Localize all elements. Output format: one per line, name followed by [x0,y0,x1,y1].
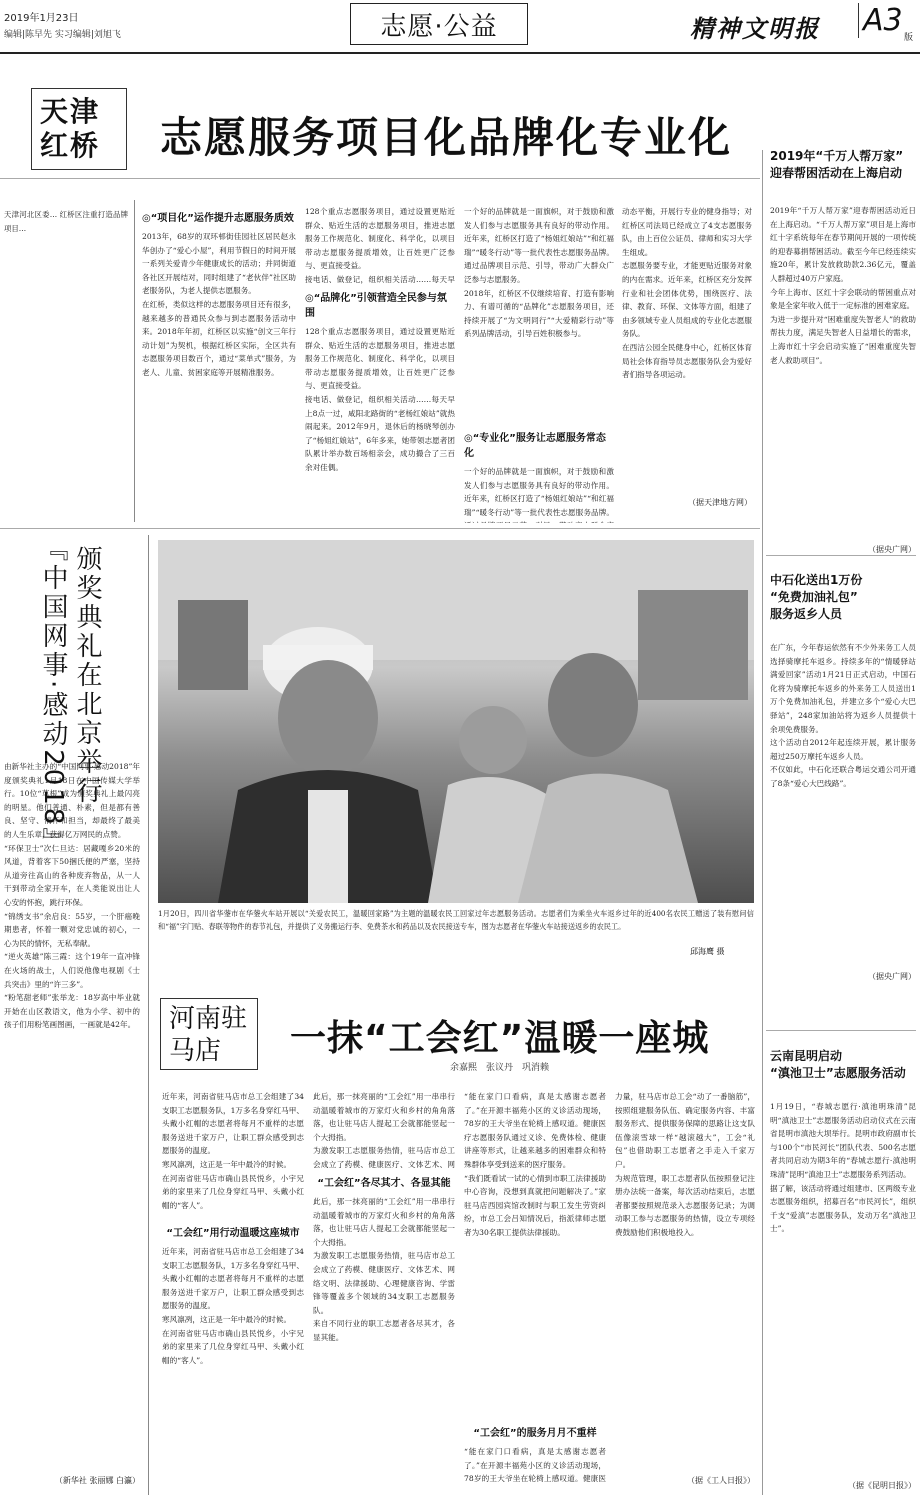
article1-text-4: 动态平衡，开展行专业的健身指导；对红桥区司法局已经成立了4支志愿服务队，由上百位公证员、律师和实习大学生组成。 志愿服务要专业，才能更贴近服务对象的内在需求。近年来，红桥区充分发挥行业和社会团体优势，围绕医疗、法律、教育、环保、文体等方面，组建了由多领域专业人员组成的专业化志愿服务队。 在西沽公园全民健身中心，红桥区体育局社会体育指导员志愿服务队会为爱好者们指导各项运动。 [622,207,752,380]
article2-col1 [162,1090,304,1495]
column-badge: 天津红桥 [40,95,101,162]
side3-source: （据《昆明日报》） [848,1481,916,1490]
side-story-1 [770,148,916,555]
side2-source: （据央广网） [868,972,916,981]
article1-subhead-2: ◎“品牌化”引领营造全民参与氛围 [305,293,447,319]
side3-title-1: 云南昆明启动 [770,1049,843,1063]
news-photo [158,540,754,903]
article2-col3 [464,1090,606,1495]
side-story-3 [770,1048,916,1491]
award-divider [148,535,149,1495]
paper-name: 精神文明报 [690,14,820,43]
henan-badge: 河南驻马店 [169,1004,248,1066]
byline-2: 余嘉熙 张议丹 巩消赖 [450,1063,550,1073]
article2-text-1: 近年来，河南省驻马店市总工会组建了34支职工志愿服务队，1万多名身穿红马甲、头戴小红帽的志愿者将每月不重样的志愿服务送进千家万户，让职工群众感受到志愿服务的温度。 寒风凛冽，这正是一年中最冷的时候。 在河南省驻马店市确山县民悦乡，小宇兄弟的家里来了几位身穿红马甲、头戴小红帽的“客人”。 [162,1092,304,1210]
photo-caption: 1月20日，四川省华蓥市在华蓥火车站开展以“关爱农民工，温暖回家路”为主题的温暖农民工回家过年志愿服务活动。志愿者们为乘坐火车返乡过年的近400名农民工赠送了装有慰问信和“福”字门贴、春联等物件的春节礼包，并提供了义务搬运行李、免费茶水和药品以及农民接送专车，图为志愿者在华蓥火车站接送返乡的农民工。 [158,909,754,931]
side3-title-2: “滇池卫士”志愿服务活动 [770,1066,906,1080]
article1-col2 [305,205,455,523]
article2-col2 [313,1090,455,1495]
headline-1: 志愿服务项目化品牌化专业化 [160,113,733,162]
side-rule-1 [766,555,916,556]
article1-source: （据天津地方网） [688,498,752,507]
article2-text-2: 此后，那一抹亮丽的“工会红”用一串串行动温暖着城市的万家灯火和乡村的角角落落，也让驻马店人提起工会就都能竖起一个大拇指。 为激发职工志愿服务热情，驻马店市总工会成立了药模、健康医疗、文体艺术、网 [313,1092,455,1169]
article1-text-3b: 一个好的品牌就是一面旗帜，对于鼓励和激发人们参与志愿服务具有良好的带动作用。近年来，红桥区打造了“杨姐红娘站”“和红福瑞”“暖冬行动”等一批代表性志愿服务品牌。 [464,467,614,517]
article1-text-3: 一个好的品牌就是一面旗帜，对于鼓励和激发人们参与志愿服务具有良好的带动作用。近年来，红桥区打造了“杨姐红娘站”“和红福瑞”“暖冬行动”等一批代表性志愿服务品牌。通过品牌项目示范、引导，带动广大群众广泛参与志愿服务。 2018年，红桥区不仅继续培育、打造有影响力、有谱可循的“品牌化”志愿服务项目，还持续开展了“为文明同行”“大爱精彩行动”等系列品牌活动，引导百姓积极参与。 [464,207,614,339]
column-badge-box [31,88,127,170]
award-rule [0,528,760,529]
article1-col4 [622,205,752,523]
side1-title-1: 2019年“千万人帮万家” [770,149,904,163]
side-rule-2 [766,1030,916,1031]
editor-credits: 编辑|陈早先 实习编辑|刘旭飞 [4,30,121,40]
article1-col3 [464,205,614,523]
award-vertical-title-a: 颁奖典礼在北京举行 [72,545,102,806]
article2-text-1b: 近年来，河南省驻马店市总工会组建了34支职工志愿服务队，1万多名身穿红马甲、头戴小红帽的志愿者将每月不重样的志愿服务送进千家万户，让职工群众感受到志愿服务的温度。 寒风凛冽，这正是一年中最冷的时候。 在河南省驻马店市确山县民悦乡，小宇兄弟的家里来了几位身穿红马甲、头戴小红帽的“客人”。 [162,1247,304,1365]
right-column-divider [762,150,763,1495]
article1-text-2b: 128个重点志愿服务项目，通过设置更贴近群众、贴近生活的志愿服务项目，推进志愿服务工作规范化、制度化、科学化，以项目带动志愿服务提质增效，让百姓更广泛参与、更直接受益。 接电话、做登记，组织相关活动……每天早上8点一过，咸阳北路街的“老杨红娘站”就热闹起来。2012年9月，退休后的杨晓琴创办了“杨姐红娘站”，6年多来，她带领志愿者团队累计举办数百场相亲会，成功撮合了三百余对佳偶。 [305,327,455,472]
article2-subhead-3: “工会红”的服务月月不重样 [473,1428,597,1439]
page-suffix: 版 [904,33,914,43]
section-box [350,3,528,45]
article1-text-2a: 128个重点志愿服务项目，通过设置更贴近群众、贴近生活的志愿服务项目，推进志愿服务工作规范化、制度化、科学化，以项目带动志愿服务提质增效，让百姓更广泛参与、更直接受益。 接电话、做登记，组织相关活动……每天早 [305,207,455,284]
headline-rule [0,178,760,179]
side1-body: 2019年“千万人帮万家”迎春帮困活动近日在上海启动。“千万人帮万家”项目是上海市红十字系统每年在春节期间开展的一项传统的迎春募捐帮困活动。截至今年已经连续实施20年，累计发放救助款2.36亿元，覆盖人群超过40万户家庭。 今年上海市、区红十字会联动的帮困重点对象是全家年收入低于一定标准的困难家庭。 为进一步提升对“困难重度失智老人”的救助帮扶力度，满足失智老人日益增长的需求，上海市红十字会启动实施了“困难重度失智老人救助项目”。 [770,206,916,365]
masthead-rule [0,52,920,54]
side3-body: 1月19日，“春城志愿行·滇池明珠清”昆明“滇池卫士”志愿服务活动启动仪式在云南省昆明市滇池大坝举行。昆明市政府副市长与100个“市民河长”团队代表、500名志愿者共同启动为期3年的“春城志愿行·滇池明珠清”昆明“滇池卫士”志愿服务系列活动。 据了解，该活动将通过组建市、区两级专业志愿服务组织，招募百名“市民河长”，组织千支“爱滇”志愿服务队，发动万名“滇池卫士”。 [770,1102,916,1234]
henan-badge-box [160,998,258,1070]
divider [134,200,135,522]
award-vertical-title-b: 『中国网事·感动2018』 [38,535,68,857]
award-story [4,760,140,1486]
side1-title-2: 迎春帮困活动在上海启动 [770,166,903,180]
tj-intro-column: 天津河北区委… 红桥区注重打造品牌项目… [4,210,128,233]
award-body: 由新华社主办的“中国网事·感动2018”年度颁奖典礼1月18日在中国传媒大学举行。10位“草根”成为颁奖典礼上最闪亮的明星。他们普通、朴素，但是都有善良、坚守、情怀和担当，却最终了最美的人生乐章，获得亿万网民的点赞。 “环保卫士”次仁旦达：居藏嘎乡20米的风道，背着客下50捆氏便的严塞，坚持从道旁往高山的各种废弃物品，从一人干到带动全家开车，在人类能说出让人心安的怀抱，跳行环保。 “锦绣支书”余启良：55岁，一个肝癌晚期患者，怀着一颗对党忠诚的初心，一心为民的情怀，无私奉献。 “逆火英雄”陈三霞：这个19年一直冲锋在火场的战士，人们说他像电视剧《士兵突击》里的“许三多”。 “粉笔甜老师”张举龙：18岁高中毕业就开始在山区教语文，他为小学、初中的孩子们用粉笔画图画，一画就是42年。 [4,762,140,1030]
side2-title-2: “免费加油礼包” [770,590,858,604]
article2-source: （据《工人日报》） [687,1476,755,1485]
article1-text-1: 2013年，68岁的双环邨街佳园社区居民赵永华创办了“爱心小屋”，利用节假日的时间开展一系列关爱青少年健康成长的活动；并同街道各社区开展结对，同时组建了“老伙伴”社区助老服务队，为老人提供志愿服务。 在红桥，类似这样的志愿服务项目还有很多，越来越多的普通民众参与到志愿服务活动中来。2018年年初，红桥区以实施“创文三年行动计划”为契机，根据红桥区实际，全区共有志愿服务项目数百个，通过“菜单式”服务，为老人、儿童、贫困家庭等开展精准服务。 [142,232,296,377]
masthead [0,0,920,55]
side1-source: （据央广网） [868,545,916,554]
issue-date: 2019年1月23日 [4,13,79,24]
headline-2: 一抹“工会红”温暖一座城 [290,1018,710,1059]
photo-scene [158,540,754,903]
article1-subhead-1: ◎“项目化”运作提升志愿服务质效 [142,213,294,224]
page-number: A3 [858,3,903,38]
article2-text-4: 力量，驻马店市总工会“动了一番脑筋”，按照组建服务队伍、确定服务内容、丰富服务形式、提供服务保障的思路让这支队伍像滚雪球一样“越滚越大”，工会“礼包”也借助职工志愿者之手走入千家万户。 为规范管理，职工志愿者队伍按照登记注册办法统一备案，每次活动结束后，志愿者都要按照规范录入志愿服务记录；为调动职工参与志愿服务的热情，设立专项经费鼓励他们积极地投入。 [615,1092,755,1237]
article2-text-2b: 此后，那一抹亮丽的“工会红”用一串串行动温暖着城市的万家灯火和乡村的角角落落，也让驻马店人提起工会就都能竖起一个大拇指。 为激发职工志愿服务热情，驻马店市总工会成立了药模、健康医疗、文体艺术、网络文明、法律援助、心理健康咨询、学雷锋等覆盖多个领域的34支职工志愿服务队。 来自不同行业的职工志愿者各尽其才，各显其能。 [313,1197,455,1342]
side-story-2 [770,572,916,982]
side2-title-1: 中石化送出1万份 [770,573,863,587]
award-source: （新华社 张丽娜 白瀛） [54,1476,140,1485]
section-title: 志愿·公益 [380,12,498,42]
side2-title-3: 服务返乡人员 [770,607,843,621]
article1-subhead-3: ◎“专业化”服务让志愿服务常态化 [464,433,606,459]
photo-credit: 邱海鹰 摄 [690,947,725,956]
article2-subhead-1: “工会红”用行动温暖这座城市 [166,1228,300,1239]
article2-subhead-2: “工会红”各尽其才、各显其能 [317,1178,451,1189]
article1-col1 [142,205,296,523]
article2-text-3b: “能在家门口看病，真是太感谢志愿者了。”在开源丰福苑小区的义诊活动现场，78岁的王大爷坐在轮椅上感叹道。健康医 [464,1447,606,1484]
article2-col4 [615,1090,755,1495]
side2-body: 在广东，今年春运依然有不少外来务工人员选择骑摩托车返乡。持续多年的“情暖驿站 满爱回家”活动1月21日正式启动，中国石化将为骑摩托车返乡的外来务工人员送出1万个免费加油礼包，并建立多个“爱心大巴驿站”，248家加油站将为返乡人员提供十余项免费服务。 这个活动自2012年起连续开展，累计服务超过250万摩托车返乡人员。 不仅如此，中石化还联合粤运交通公司开通了8条“爱心大巴线路”。 [770,643,916,788]
article2-text-3: “能在家门口看病，真是太感谢志愿者了。”在开源丰福苑小区的义诊活动现场，78岁的王大爷坐在轮椅上感叹道。健康医疗志愿服务队通过义诊、免费体检、健康讲座等形式，让越来越多的困难群众和特殊群体享受到送来的医疗服务。 “我们既看试一试的心情到市职工法律援助中心咨询，没想到真就把问题解决了。”家驻马店西园宾馆改制时与职工发生劳资纠纷，市总工会吕知情况后，指派律师志愿者为30名职工提供法律援助。 [464,1092,606,1237]
